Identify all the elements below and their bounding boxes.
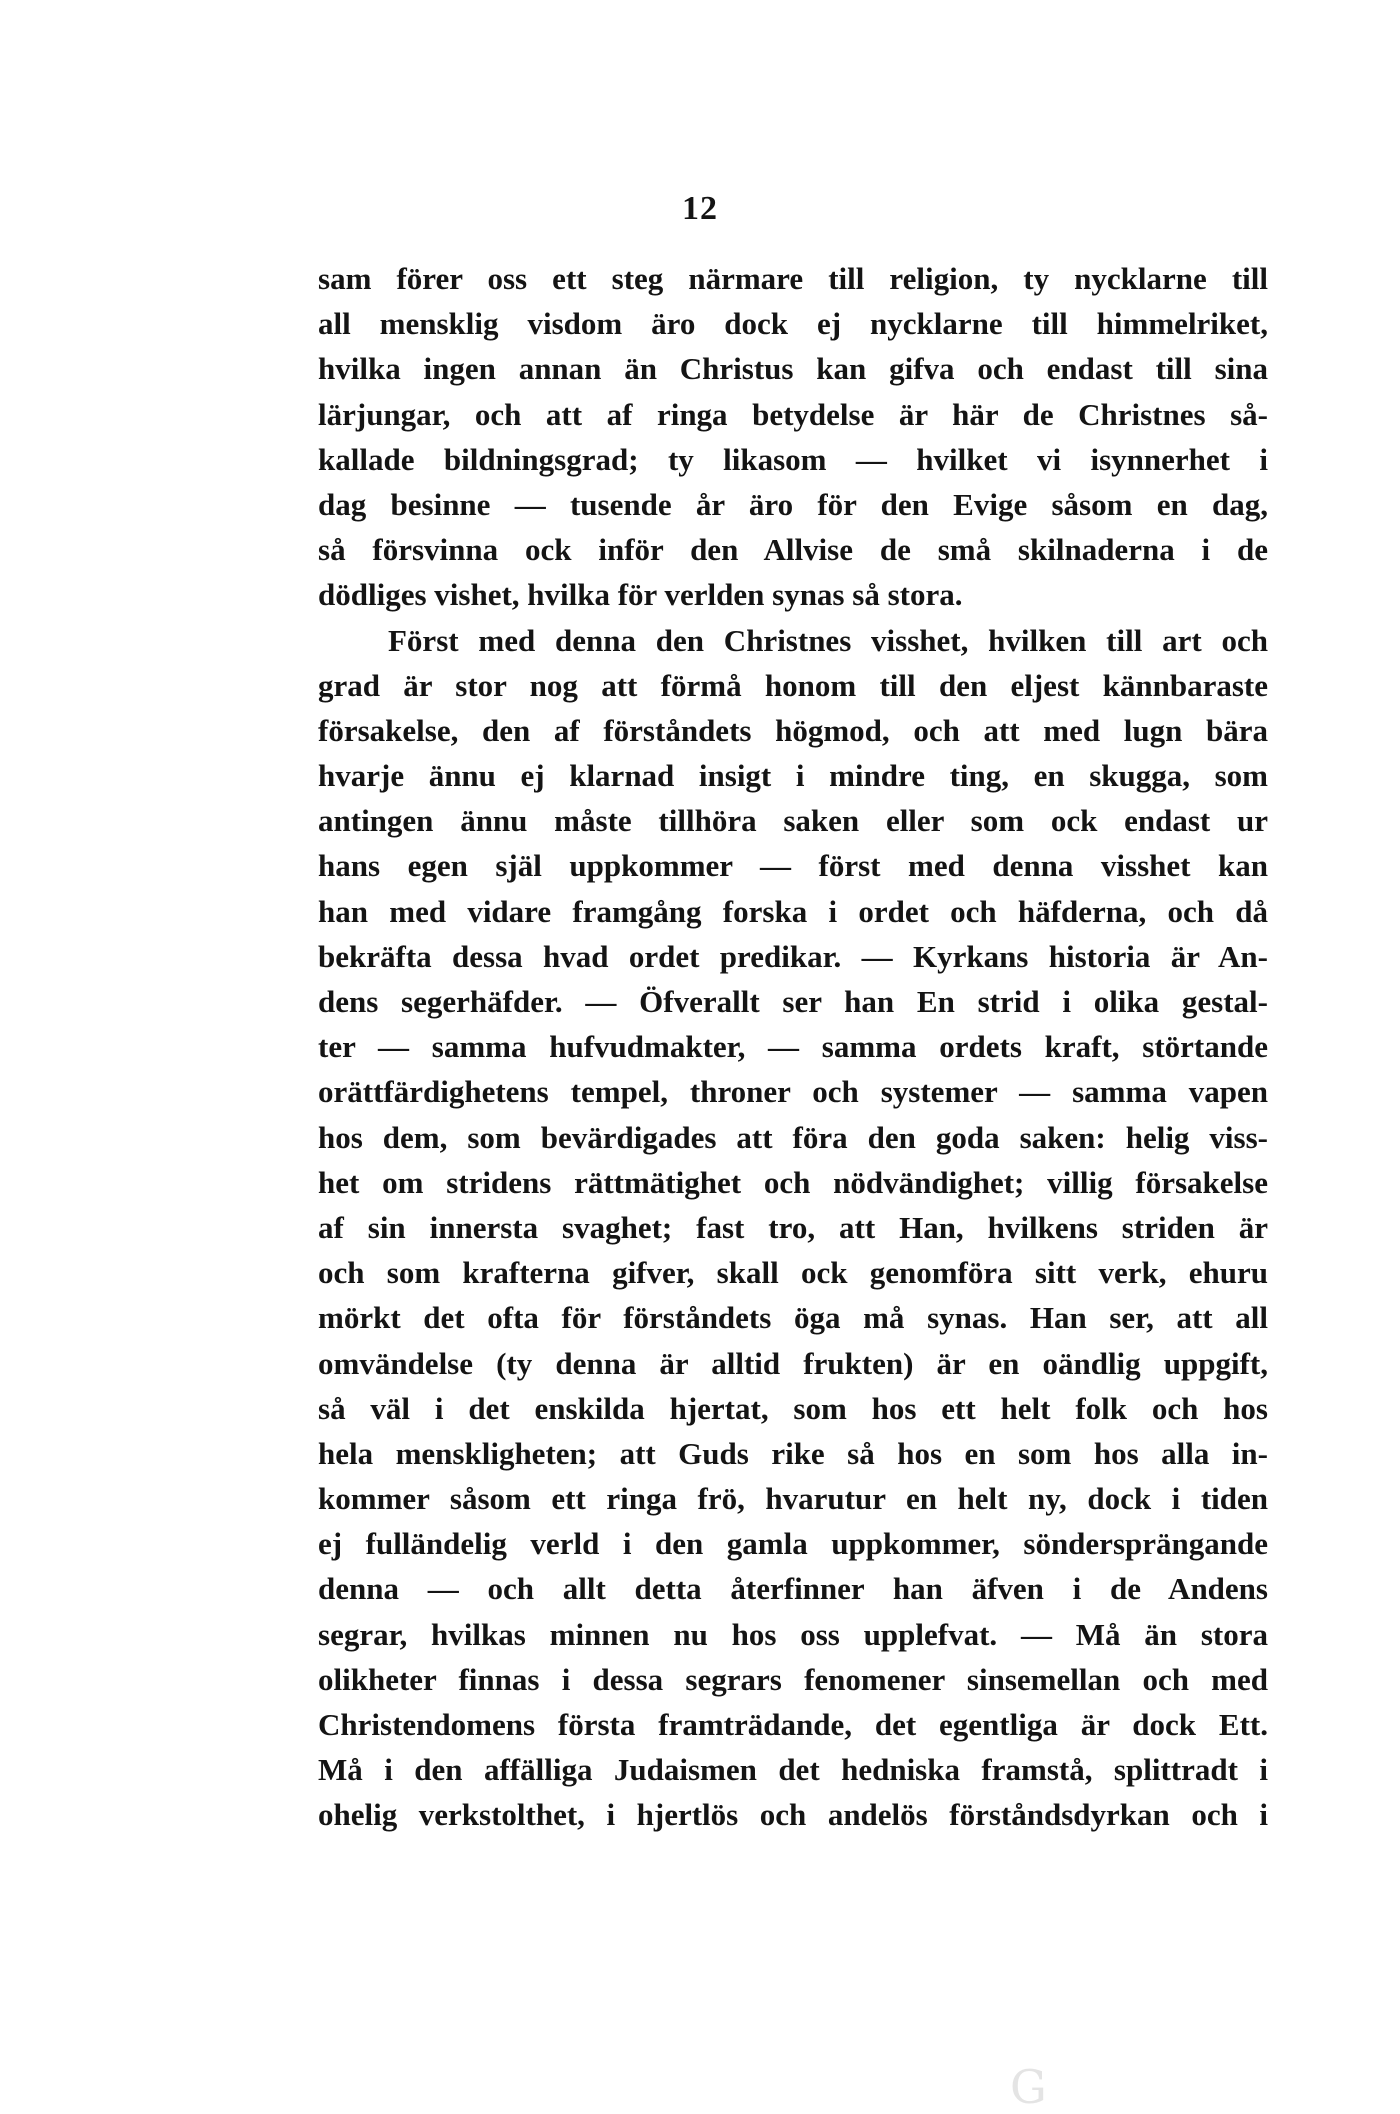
text-line: het om stridens rättmätighet och nödvändighet; villig försakelse bbox=[318, 1164, 1268, 1200]
text-line: försakelse, den af förståndets högmod, och att med lugn bära bbox=[318, 712, 1268, 748]
text-line: hvarje ännu ej klarnad insigt i mindre ting, en skugga, som bbox=[318, 758, 1268, 794]
text-line: olikheter finnas i dessa segrars fenomener sinsemellan och med bbox=[318, 1661, 1268, 1697]
text-line: grad är stor nog att förmå honom till den eljest kännbaraste bbox=[318, 667, 1268, 703]
text-line: dödliges vishet, hvilka för verlden synas så stora. bbox=[318, 577, 963, 613]
text-line: så försvinna ock inför den Allvise de små skilnaderna i de bbox=[318, 532, 1268, 568]
text-line: hela menskligheten; att Guds rike så hos en som hos alla in- bbox=[318, 1435, 1268, 1471]
text-line: hos dem, som bevärdigades att föra den goda saken: helig viss- bbox=[318, 1119, 1268, 1155]
text-line: dens segerhäfder. — Öfverallt ser han En strid i olika gestal- bbox=[318, 984, 1268, 1019]
text-line: ter — samma hufvudmakter, — samma ordets kraft, störtande bbox=[318, 1029, 1268, 1065]
text-line: all mensklig visdom äro dock ej nycklarne till himmelriket, bbox=[318, 306, 1268, 342]
text-line: Christendomens första framträdande, det egentliga är dock Ett. bbox=[318, 1707, 1268, 1742]
text-line: mörkt det ofta för förståndets öga må synas. Han ser, att all bbox=[318, 1300, 1268, 1336]
text-line: orättfärdighetens tempel, throner och systemer — samma vapen bbox=[318, 1074, 1268, 1110]
text-line: antingen ännu måste tillhöra saken eller som ock endast ur bbox=[318, 803, 1268, 839]
text-line: kommer såsom ett ringa frö, hvarutur en helt ny, dock i tiden bbox=[318, 1481, 1268, 1517]
text-line: sam förer oss ett steg närmare till religion, ty nycklarne till bbox=[318, 261, 1268, 296]
text-line: omvändelse (ty denna är alltid frukten) är en oändlig uppgift, bbox=[318, 1345, 1268, 1381]
text-line: ohelig verkstolthet, i hjertlös och andelös förståndsdyrkan och i bbox=[318, 1797, 1268, 1833]
text-line: så väl i det enskilda hjertat, som hos ett helt folk och hos bbox=[318, 1390, 1268, 1426]
text-line: Må i den affälliga Judaismen det hedniska framstå, splittradt i bbox=[318, 1752, 1268, 1788]
text-line: bekräfta dessa hvad ordet predikar. — Kyrkans historia är An- bbox=[318, 938, 1268, 974]
text-line: Först med denna den Christnes visshet, hvilken till art och bbox=[388, 622, 1268, 658]
text-line: dag besinne — tusende år äro för den Evige såsom en dag, bbox=[318, 486, 1268, 522]
text-line: ej fulländelig verld i den gamla uppkommer, söndersprängande bbox=[318, 1526, 1268, 1562]
text-line: af sin innersta svaghet; fast tro, att Han, hvilkens striden är bbox=[318, 1209, 1268, 1245]
page-number: 12 bbox=[682, 190, 718, 227]
text-line: han med vidare framgång forska i ordet och häfderna, och då bbox=[318, 893, 1268, 929]
text-line: lärjungar, och att af ringa betydelse är här de Christnes så- bbox=[318, 396, 1268, 432]
text-line: kallade bildningsgrad; ty likasom — hvilket vi isynnerhet i bbox=[318, 441, 1268, 477]
watermark-mark: G bbox=[1010, 2060, 1047, 2114]
text-line: denna — och allt detta återfinner han äfven i de Andens bbox=[318, 1571, 1268, 1607]
body-text bbox=[318, 256, 1268, 1838]
text-line: hvilka ingen annan än Christus kan gifva och endast till sina bbox=[318, 351, 1268, 387]
text-line: segrar, hvilkas minnen nu hos oss upplefvat. — Må än stora bbox=[318, 1616, 1268, 1652]
text-line: hans egen själ uppkommer — först med denna visshet kan bbox=[318, 848, 1268, 884]
text-line: och som krafterna gifver, skall ock genomföra sitt verk, ehuru bbox=[318, 1255, 1268, 1291]
